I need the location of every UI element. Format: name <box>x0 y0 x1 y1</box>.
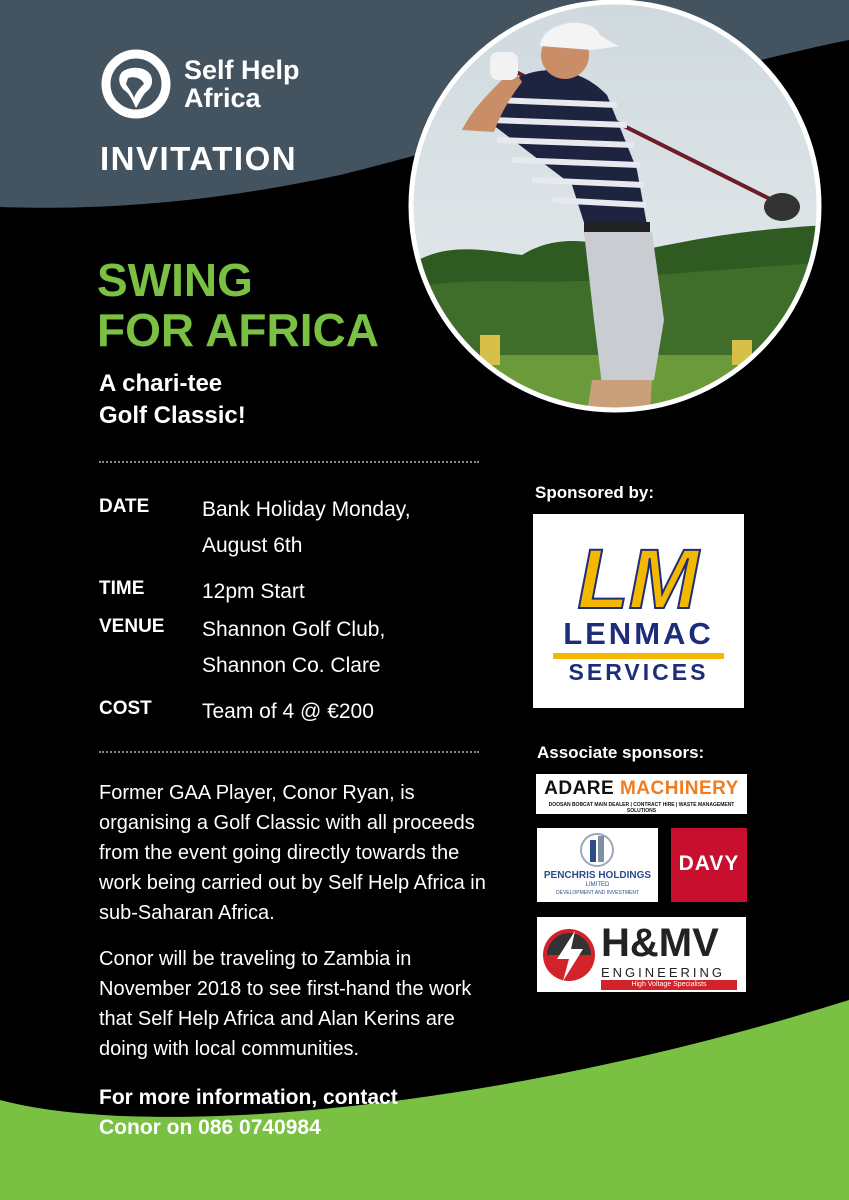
description-paragraph-2: Conor will be traveling to Zambia in November 2018 to see first-hand the work that Self Help Africa and Alan Kerins are doing with local communities. <box>99 948 472 1060</box>
lenmac-logo <box>533 514 744 708</box>
hmv-engineering-logo <box>537 917 746 992</box>
org-name-line1: Self Help <box>184 55 300 85</box>
svg-text:LM: LM <box>577 532 699 626</box>
adare-name <box>536 778 747 800</box>
penchris-holdings-logo <box>537 828 658 902</box>
adare-name-word2: MACHINERY <box>619 778 739 799</box>
event-title <box>97 255 379 355</box>
divider-top <box>99 461 479 463</box>
adare-name-word1: ADARE <box>544 778 615 799</box>
detail-value-line: Shannon Golf Club, <box>202 618 386 641</box>
detail-value <box>202 574 502 610</box>
detail-value <box>202 694 502 730</box>
detail-value-line: Shannon Co. Clare <box>202 654 381 677</box>
detail-value-line: Bank Holiday Monday, <box>202 498 411 521</box>
event-title-line1: SWING <box>97 254 253 306</box>
detail-value-line: August 6th <box>202 534 303 557</box>
detail-label: COST <box>99 698 152 719</box>
lenmac-name: LENMAC <box>563 616 714 651</box>
penchris-sub2: DEVELOPMENT AND INVESTMENT <box>556 890 639 896</box>
adare-machinery-logo <box>536 774 747 814</box>
detail-value-line: 12pm Start <box>202 580 305 603</box>
golfer-photo <box>402 0 828 413</box>
detail-value <box>202 612 502 684</box>
davy-name: DAVY <box>678 852 740 875</box>
event-title-line2: FOR AFRICA <box>97 304 379 356</box>
africa-globe-icon <box>100 48 172 120</box>
hmv-name: H&MV <box>601 921 719 965</box>
lightning-bolt-icon <box>541 925 601 985</box>
davy-logo <box>671 828 747 902</box>
penchris-sub1: LIMITED <box>585 882 610 888</box>
org-logo <box>100 48 300 120</box>
building-icon <box>537 830 658 870</box>
invitation-heading: INVITATION <box>100 140 298 177</box>
detail-label: VENUE <box>99 616 165 637</box>
org-name <box>184 56 300 112</box>
hmv-engineering: ENGINEERING <box>601 965 726 980</box>
hmv-tagline: High Voltage Specialists <box>601 980 737 990</box>
event-subtitle <box>99 368 246 432</box>
sponsored-by-label: Sponsored by: <box>535 483 655 502</box>
divider-bottom <box>99 751 479 753</box>
contact-line2: Conor on 086 0740984 <box>99 1116 321 1139</box>
contact-info <box>99 1083 398 1143</box>
contact-line1: For more information, contact <box>99 1086 398 1109</box>
associate-sponsors-label: Associate sponsors: <box>537 743 705 762</box>
detail-value-line: Team of 4 @ €200 <box>202 700 374 723</box>
detail-value <box>202 492 502 564</box>
detail-label: DATE <box>99 496 150 517</box>
event-subtitle-line2: Golf Classic! <box>99 402 246 429</box>
description-paragraph-1: Former GAA Player, Conor Ryan, is organising a Golf Classic with all proceeds from the event going directly towards the work being carried out by Self Help Africa in sub-Saharan Africa. <box>99 782 486 924</box>
lenmac-services: SERVICES <box>568 659 709 685</box>
penchris-name: PENCHRIS HOLDINGS <box>543 870 652 881</box>
detail-label: TIME <box>99 578 145 599</box>
org-name-line2: Africa <box>184 83 261 113</box>
adare-tagline: DOOSAN BOBCAT MAIN DEALER | CONTRACT HIRE | WASTE MANAGEMENT SOLUTIONS <box>548 802 735 814</box>
event-subtitle-line1: A chari-tee <box>99 370 223 397</box>
